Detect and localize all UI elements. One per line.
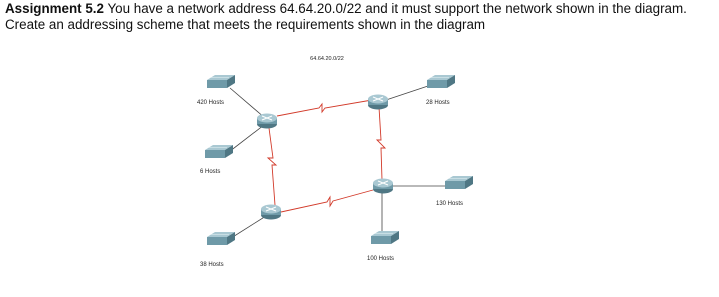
router-top-right xyxy=(368,95,388,110)
serial-links xyxy=(268,100,385,212)
host-switch-420 xyxy=(207,75,235,88)
assignment-description: You have a network address 64.64.20.0/22 and it must support the network shown in the diagram. Create an addressing scheme that meets the requirements shown in the diagram xyxy=(5,1,687,32)
host-label-6: 6 Hosts xyxy=(200,169,221,175)
router-bottom-left xyxy=(261,205,281,220)
serial-link-left xyxy=(268,128,276,205)
host-switch-130 xyxy=(445,176,473,189)
host-switch-28 xyxy=(427,75,455,88)
serial-link-top xyxy=(277,100,372,116)
host-label-130: 130 Hosts xyxy=(436,201,464,207)
host-label-28: 28 Hosts xyxy=(426,100,450,106)
router-top-left xyxy=(257,114,277,129)
assignment-heading: Assignment 5.2 xyxy=(5,1,104,16)
host-label-38: 38 Hosts xyxy=(200,262,224,268)
router-bottom-right xyxy=(373,179,393,194)
network-address-label: 64.64.20.0/22 xyxy=(310,56,344,62)
link-router-tr-to-host-28 xyxy=(386,86,428,100)
host-label-420: 420 Hosts xyxy=(197,100,225,106)
host-switch-100 xyxy=(371,231,399,244)
serial-link-right xyxy=(377,107,385,180)
host-label-100: 100 Hosts xyxy=(367,256,395,262)
link-router-tl-to-host-420 xyxy=(230,88,265,118)
serial-link-bottom xyxy=(281,190,373,212)
ethernet-links xyxy=(225,86,455,240)
host-switch-6 xyxy=(205,145,233,158)
host-switch-38 xyxy=(207,232,235,245)
